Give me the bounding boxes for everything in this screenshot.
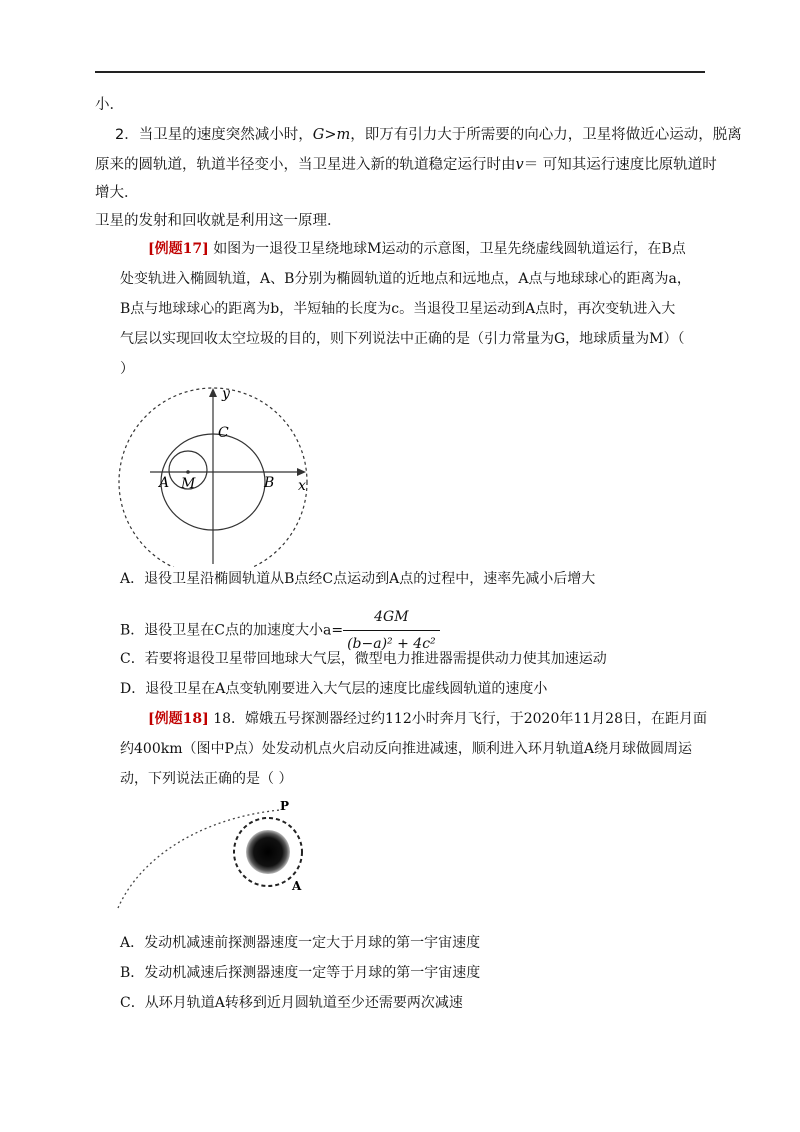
x-axis-arrow (297, 468, 306, 476)
ex18-line-2: 约400km（图中P点）处发动机点火启动反向推进减速，顺利进入环月轨道A绕月球做圆周运 (120, 741, 693, 757)
label-P: P (280, 799, 290, 813)
ex17-line-5: ） (120, 361, 134, 377)
text-line-3: 原来的圆轨道，轨道半径变小，当卫星进入新的轨道稳定运行时由v＝ 可知其运行速度比原轨道时 (95, 157, 717, 173)
text-line-4: 增大． (95, 185, 139, 201)
ex17-line-3: B点与地球球心的距离为b，半短轴的长度为c。当退役卫星运动到A点时，再次变轨进入大 (120, 301, 676, 317)
text-line-2: 2．当卫星的速度突然减小时，G>m，即万有引力大于所需要的向心力，卫星将做近心运动，脱离 (115, 127, 742, 143)
label-A: A (159, 475, 170, 491)
moon-orbit-diagram (110, 798, 330, 913)
ex18-line-3: 动，下列说法正确的是（ ） (120, 771, 293, 787)
ex18-line-1: [例题18] 18．嫦娥五号探测器经过约112小时奔月飞行，于2020年11月28日，在距月面 (148, 711, 707, 727)
ex17-option-c: C．若要将退役卫星带回地球大气层，微型电力推进器需提供动力使其加速运动 (120, 651, 607, 667)
y-axis-arrow (209, 388, 217, 397)
ex17-option-d: D．退役卫星在A点变轨刚要进入大气层的速度比虚线圆轨道的速度小 (120, 681, 548, 697)
label-M: M (181, 476, 196, 492)
label-x: x (298, 478, 306, 494)
ex18-tag: [例题18] (148, 711, 209, 727)
ex17-option-b: B．退役卫星在C点的加速度大小a= $\frac{4GM}{\text{(b−a)² + 4c²}}$ (120, 604, 440, 644)
label-B: B (264, 475, 275, 491)
ex17-tag: [例题17] (148, 241, 209, 257)
orbit-diagram (110, 382, 320, 567)
text-line-1: 小． (95, 97, 124, 113)
label-y: y (222, 386, 230, 402)
ex18-option-b: B．发动机减速后探测器速度一定等于月球的第一宇宙速度 (120, 965, 481, 981)
earth-center-dot (186, 470, 190, 474)
ex17-line-1: [例题17] 如图为一退役卫星绕地球M运动的示意图，卫星先绕虚线圆轨道运行，在B点 (148, 241, 686, 257)
label-orbit-A: A (292, 879, 302, 893)
ex18-option-c: C．从环月轨道A转移到近月圆轨道至少还需要两次减速 (120, 995, 463, 1011)
ex17-line-2: 处变轨进入椭圆轨道，A、B分别为椭圆轨道的近地点和远地点，A点与地球球心的距离为a， (120, 271, 691, 287)
ex17-line-4: 气层以实现回收太空垃圾的目的，则下列说法中正确的是（引力常量为G，地球质量为M）（ (120, 331, 685, 347)
ex17-option-a: A．退役卫星沿椭圆轨道从B点经C点运动到A点的过程中，速率先减小后增大 (120, 571, 596, 587)
header-rule (95, 71, 705, 73)
text-line-5: 卫星的发射和回收就是利用这一原理． (95, 213, 342, 229)
ex18-option-a: A．发动机减速前探测器速度一定大于月球的第一宇宙速度 (120, 935, 481, 951)
moon (246, 830, 290, 874)
acceleration-formula: $\frac{4GM}{\text{(b−a)² + 4c²}}$ (343, 604, 440, 657)
label-C: C (218, 425, 229, 441)
